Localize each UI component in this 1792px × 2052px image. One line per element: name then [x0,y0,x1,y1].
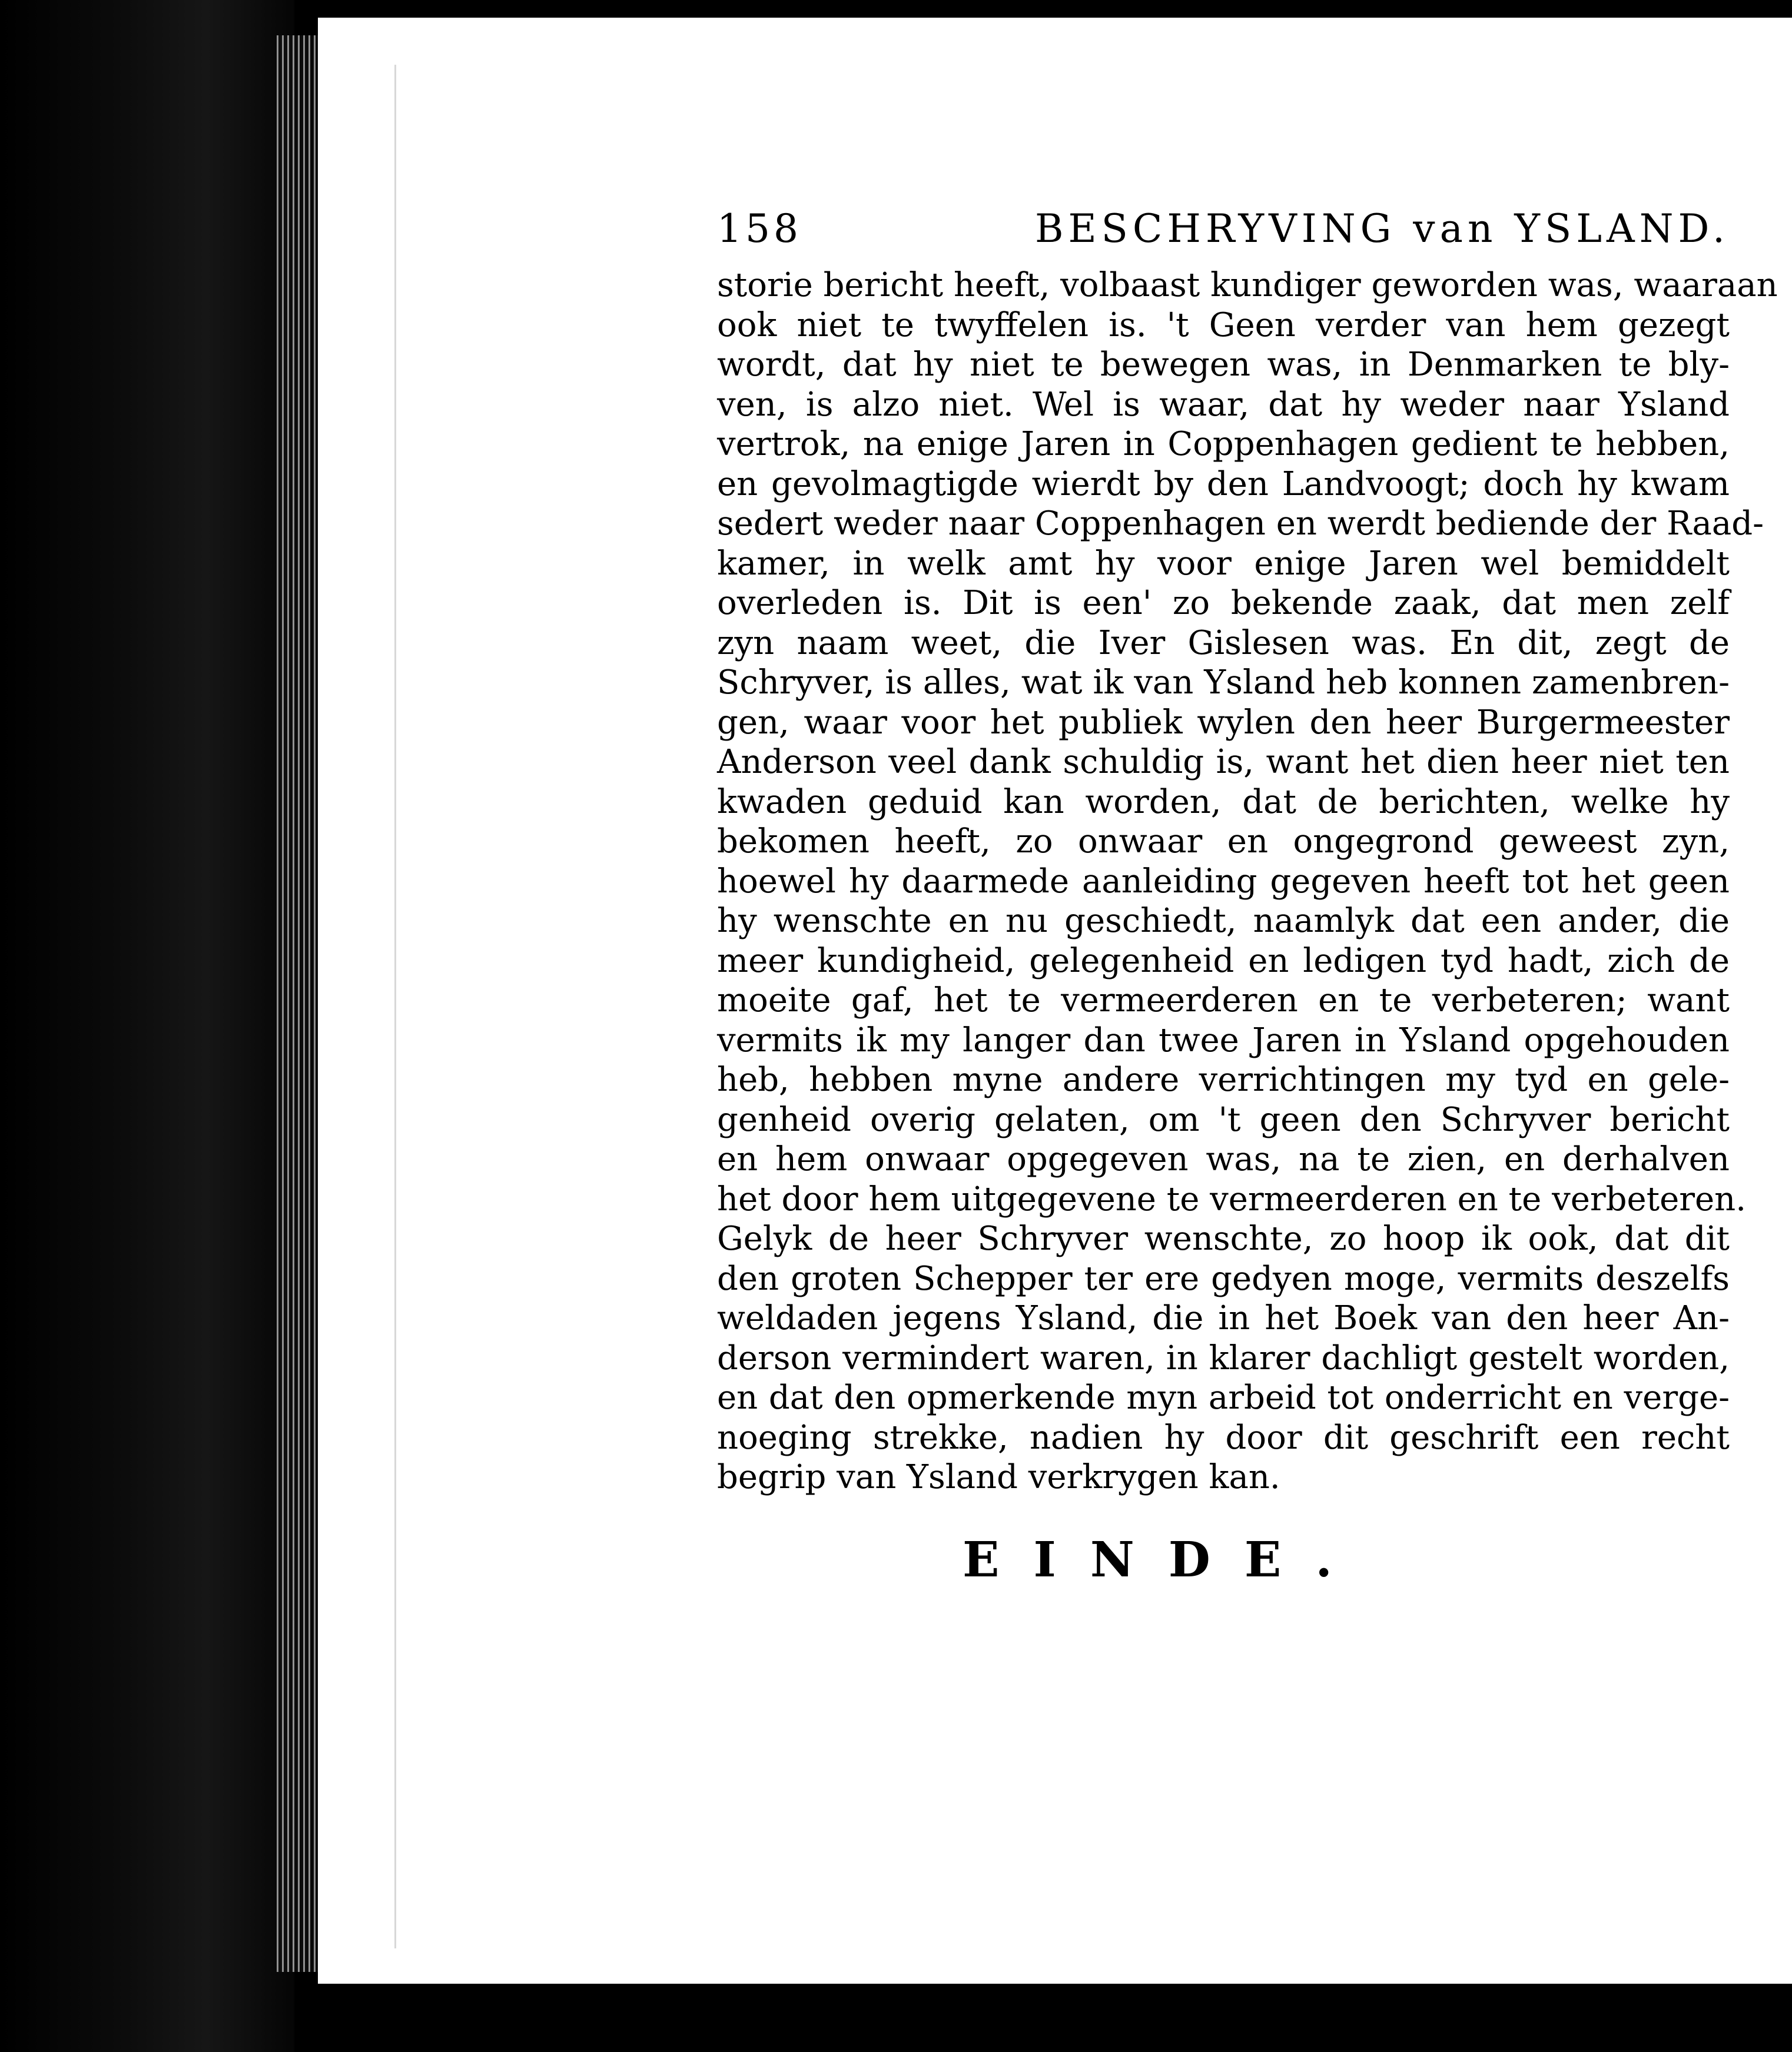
text-line: Schryver, is alles, wat ik van Ysland heb konnen zamenbren- [717,663,1730,702]
text-line: ven, is alzo niet. Wel is waar, dat hy weder naar Ysland [717,385,1730,424]
text-line: overleden is. Dit is een' zo bekende zaak, dat men zelf [717,584,1730,622]
text-line: vermits ik my langer dan twee Jaren in Ysland opgehouden [717,1021,1730,1060]
text-line: moeite gaf, het te vermeerderen en te verbeteren; want [717,981,1730,1020]
book-gutter [0,0,294,2052]
text-line: bekomen heeft, zo onwaar en ongegrond geweest zyn, [717,822,1730,861]
text-line: en hem onwaar opgegeven was, na te zien, en derhalven [717,1140,1730,1178]
text-line: genheid overig gelaten, om 't geen den Schryver bericht [717,1100,1730,1139]
page-text-block [717,206,1778,1588]
text-line: ook niet te twyffelen is. 't Geen verder van hem gezegt [717,306,1730,344]
text-line: derson vermindert waren, in klarer dachligt gestelt worden, [717,1339,1730,1377]
text-line: Anderson veel dank schuldig is, want het dien heer niet ten [717,743,1730,781]
closing-word: EINDE. [963,1531,1366,1588]
page-number: 158 [717,206,802,251]
text-line: weldaden jegens Ysland, die in het Boek van den heer An- [717,1299,1730,1337]
body-text [717,265,1778,1498]
text-line: gen, waar voor het publiek wylen den heer Burgermeester [717,703,1730,742]
text-line: meer kundigheid, gelegenheid en ledigen tyd hadt, zich de [717,941,1730,980]
page-leaf-edges [277,35,318,1972]
text-line: en dat den opmerkende myn arbeid tot onderricht en verge- [717,1379,1730,1417]
text-line: sedert weder naar Coppenhagen en werdt bediende der Raad- [717,504,1764,543]
text-line: hy wenschte en nu geschiedt, naamlyk dat een ander, die [717,902,1730,940]
text-line: zyn naam weet, die Iver Gislesen was. En dit, zegt de [717,623,1730,662]
text-line: kamer, in welk amt hy voor enige Jaren wel bemiddelt [717,544,1730,583]
running-header [717,206,1730,251]
text-line: den groten Schepper ter ere gedyen moge, vermits deszelfs [717,1259,1730,1298]
text-line: begrip van Ysland verkrygen kan. [717,1458,1280,1496]
text-line: noeging strekke, nadien hy door dit geschrift een recht [717,1418,1730,1457]
page-edge-line [394,65,396,1948]
running-head-title: BESCHRYVING van YSLAND. [1034,206,1730,251]
text-line: storie bericht heeft, volbaast kundiger geworden was, waaraan [717,266,1778,304]
text-line: het door hem uitgegevene te vermeerderen en te verbeteren. [717,1180,1747,1218]
text-line: kwaden geduid kan worden, dat de berichten, welke hy [717,782,1730,821]
text-line: hoewel hy daarmede aanleiding gegeven heeft tot het geen [717,862,1730,901]
text-line: vertrok, na enige Jaren in Coppenhagen gedient te hebben, [717,425,1730,463]
text-line: en gevolmagtigde wierdt by den Landvoogt; doch hy kwam [717,464,1730,503]
text-line: wordt, dat hy niet te bewegen was, in Denmarken te bly- [717,346,1730,384]
text-line: heb, hebben myne andere verrichtingen my tyd en gele- [717,1061,1730,1099]
text-line: Gelyk de heer Schryver wenschte, zo hoop ik ook, dat dit [717,1220,1730,1258]
